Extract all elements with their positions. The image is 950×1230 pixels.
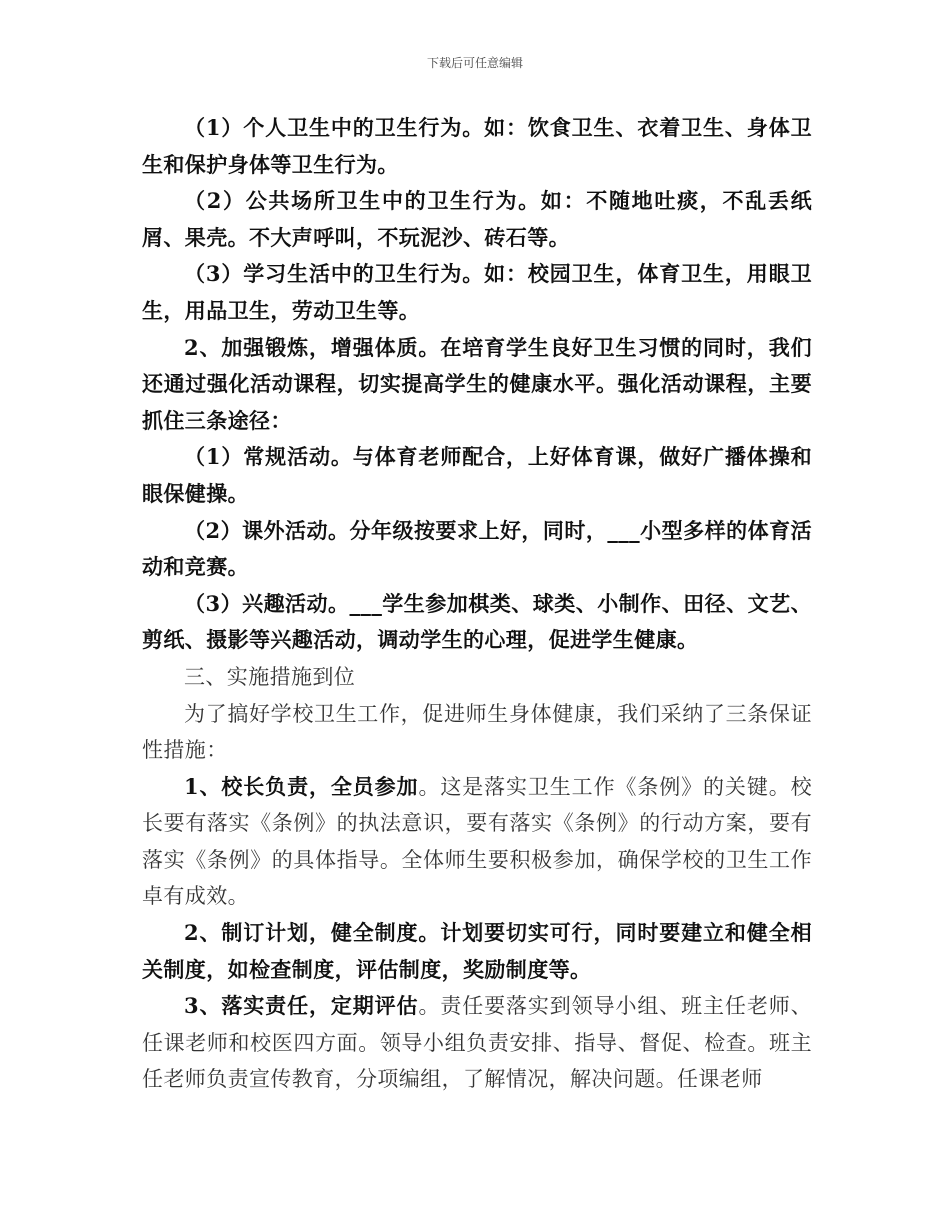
document-body: [142, 110, 812, 1098]
paragraph-measures-intro: 为了搞好学校卫生工作，促进师生身体健康，我们采纳了三条保证性措施：: [142, 701, 812, 763]
paragraph-plans-systems: 2、制订计划，健全制度。计划要切实可行，同时要建立和健全相关制度，如检查制度，评估制度，奖励制度等。: [142, 920, 812, 982]
paragraph-principal-responsible: [142, 769, 812, 915]
body-principal-responsible: 。这是落实卫生工作《条例》的关键。校长要有落实《条例》的执法意识，要有落实《条例》的行动方案，要有落实《条例》的具体指导。全体师生要积极参加，确保学校的卫生工作卓有成效。: [142, 774, 813, 909]
paragraph-extracurricular: （2）课外活动。分年级按要求上好，同时，___小型多样的体育活动和竞赛。: [142, 517, 812, 580]
paragraph-public-hygiene: （2）公共场所卫生中的卫生行为。如：不随地吐痰，不乱丢纸屑、果壳。不大声呼叫，不玩泥沙、砖石等。: [142, 188, 812, 250]
paragraph-responsibility-evaluation: [142, 988, 812, 1098]
paragraph-interest-activities: （3）兴趣活动。___学生参加棋类、球类、小制作、田径、文艺、剪纸、摄影等兴趣活动，调动学生的心理，促进学生健康。: [142, 590, 812, 653]
paragraph-routine-activities: （1）常规活动。与体育老师配合，上好体育课，做好广播体操和眼保健操。: [142, 444, 812, 506]
paragraph-personal-hygiene: （1）个人卫生中的卫生行为。如：饮食卫生、衣着卫生、身体卫生和保护身体等卫生行为。: [142, 115, 812, 177]
section-heading-measures: 三、实施措施到位: [184, 664, 356, 689]
page-header: 下载后可任意编辑: [426, 56, 523, 70]
lead-principal-responsible: 1、校长负责，全员参加: [184, 773, 419, 799]
body-responsibility-evaluation: 。责任要落实到领导小组、班主任老师、任课老师和校医四方面。领导小组负责安排、指导、督促、检查。班主任老师负责宣传教育，分项编组，了解情况，解决问题。任课老师: [142, 994, 813, 1092]
paragraph-exercise: 2、加强锻炼，增强体质。在培育学生良好卫生习惯的同时，我们还通过强化活动课程，切实提高学生的健康水平。强化活动课程，主要抓住三条途径：: [142, 334, 812, 433]
paragraph-study-hygiene: （3）学习生活中的卫生行为。如：校园卫生，体育卫生，用眼卫生，用品卫生，劳动卫生等。: [142, 261, 812, 323]
lead-responsibility-evaluation: 3、落实责任，定期评估: [184, 993, 419, 1019]
